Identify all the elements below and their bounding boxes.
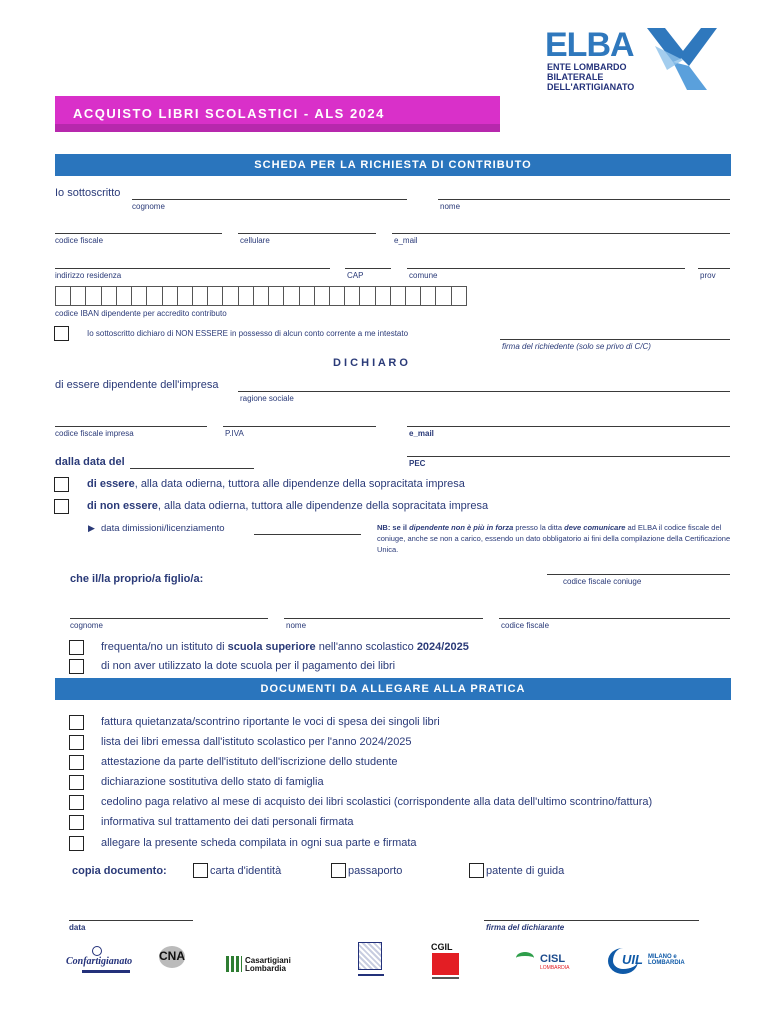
confartigianato-text: Confartigianato bbox=[66, 956, 133, 967]
figlio-cognome-field[interactable] bbox=[70, 618, 268, 619]
casartigiani-text: Casartigiani Lombardia bbox=[245, 956, 291, 973]
cisl-text: CISL bbox=[540, 953, 566, 965]
cellulare-label: cellulare bbox=[240, 236, 270, 245]
indirizzo-field[interactable] bbox=[55, 268, 330, 269]
firma-dichiarante-field[interactable] bbox=[484, 920, 699, 921]
dote-checkbox[interactable] bbox=[69, 659, 84, 674]
doc-checkbox-5[interactable] bbox=[69, 795, 84, 810]
doc-item-1: fattura quietanzata/scontrino riportante le voci di spesa dei singoli libri bbox=[101, 716, 440, 728]
di-essere-rest: , alla data odierna, tuttora alle dipendenze della sopracitata impresa bbox=[134, 478, 465, 490]
cisl-sub: LOMBARDIA bbox=[540, 965, 570, 971]
cgil-text: CGIL bbox=[431, 942, 453, 952]
frequenta-text bbox=[101, 641, 469, 653]
arrow-right-icon: ▶ bbox=[88, 523, 95, 533]
frequenta-a: frequenta/no un istituto di bbox=[101, 641, 228, 653]
data-field[interactable] bbox=[69, 920, 193, 921]
data-label: data bbox=[69, 923, 86, 932]
impresa-email-label: e_mail bbox=[409, 429, 434, 438]
codice-fiscale-label: codice fiscale bbox=[55, 236, 104, 245]
figlio-cf-field[interactable] bbox=[499, 618, 730, 619]
copia-documento-label: copia documento: bbox=[72, 865, 167, 877]
cgil-red-block bbox=[432, 953, 459, 975]
elba-logo bbox=[545, 26, 745, 98]
title-banner bbox=[55, 96, 500, 132]
frequenta-checkbox[interactable] bbox=[69, 640, 84, 655]
figlio-title: che il/la proprio/a figlio/a: bbox=[70, 573, 204, 585]
nb-em-2: deve comunicare bbox=[564, 523, 626, 532]
coat-of-arms-stripe bbox=[358, 974, 384, 976]
non-essere-checkbox[interactable] bbox=[54, 326, 69, 341]
dichiaro-title: D I C H I A R O bbox=[333, 357, 408, 369]
firma-richiedente-label: firma del richiedente (solo se privo di C/C) bbox=[502, 342, 651, 351]
confartigianato-stripe bbox=[82, 970, 130, 973]
di-non-essere-bold: di non essere bbox=[87, 500, 158, 512]
cf-impresa-label: codice fiscale impresa bbox=[55, 429, 134, 438]
iban-grid[interactable] bbox=[55, 286, 467, 306]
piva-label: P.IVA bbox=[225, 429, 244, 438]
frequenta-c: nell'anno scolastico bbox=[315, 641, 417, 653]
passaporto-label: passaporto bbox=[348, 865, 403, 877]
piva-field[interactable] bbox=[223, 426, 376, 427]
di-essere-text bbox=[87, 478, 465, 490]
nome-field[interactable] bbox=[438, 199, 730, 200]
comune-label: comune bbox=[409, 271, 438, 280]
nb-rest: ad ELBA il codice fiscale del coniuge, anche se non a carico, essendo un dato obbligatorio ai fini della compilazione della Certificazione Unica. bbox=[377, 523, 731, 554]
doc-item-2: lista dei libri emessa dall'istituto scolastico per l'anno 2024/2025 bbox=[101, 736, 412, 748]
coat-of-arms-icon bbox=[358, 942, 382, 970]
nome-label: nome bbox=[440, 202, 461, 211]
cna-text: CNA bbox=[159, 949, 185, 963]
cgil-logo bbox=[431, 942, 461, 980]
cna-logo bbox=[155, 944, 191, 978]
di-non-essere-rest: , alla data odierna, tuttora alle dipendenze della sopracitata impresa bbox=[157, 500, 489, 512]
email-label: e_mail bbox=[394, 236, 418, 245]
cf-coniuge-field[interactable] bbox=[547, 574, 730, 575]
elba-logo-sub-2: BILATERALE bbox=[547, 72, 604, 82]
doc-checkbox-4[interactable] bbox=[69, 775, 84, 790]
elba-x-icon bbox=[643, 26, 723, 92]
patente-checkbox[interactable] bbox=[469, 863, 484, 878]
casartigiani-grid-icon bbox=[226, 956, 242, 972]
cf-impresa-field[interactable] bbox=[55, 426, 207, 427]
carta-identita-label: carta d'identità bbox=[210, 865, 282, 877]
doc-checkbox-3[interactable] bbox=[69, 755, 84, 770]
firma-dichiarante-label: firma del dichiarante bbox=[486, 923, 565, 932]
io-sottoscritto-label: Io sottoscritto bbox=[55, 187, 121, 199]
figlio-cognome-label: cognome bbox=[70, 621, 103, 630]
cisl-arc-icon bbox=[516, 952, 534, 964]
cellulare-field[interactable] bbox=[238, 233, 376, 234]
ragione-sociale-label: ragione sociale bbox=[240, 394, 294, 403]
dimissioni-label: data dimissioni/licenziamento bbox=[101, 523, 225, 534]
dimissioni-field[interactable] bbox=[254, 534, 361, 535]
di-non-essere-text bbox=[87, 500, 488, 512]
nb-note bbox=[377, 522, 733, 555]
dote-text: di non aver utilizzato la dote scuola per il pagamento dei libri bbox=[101, 660, 396, 672]
di-essere-bold: di essere bbox=[87, 478, 135, 490]
doc-item-3: attestazione da parte dell'istituto dell'iscrizione dello studente bbox=[101, 756, 398, 768]
doc-item-4: dichiarazione sostitutiva dello stato di famiglia bbox=[101, 776, 324, 788]
section-bar-scheda: SCHEDA PER LA RICHIESTA DI CONTRIBUTO bbox=[55, 154, 731, 176]
passaporto-checkbox[interactable] bbox=[331, 863, 346, 878]
doc-checkbox-2[interactable] bbox=[69, 735, 84, 750]
casartigiani-logo bbox=[226, 956, 306, 976]
cap-label: CAP bbox=[347, 271, 364, 280]
confartigianato-logo bbox=[66, 950, 134, 974]
figlio-nome-label: nome bbox=[286, 621, 307, 630]
cognome-label: cognome bbox=[132, 202, 165, 211]
figlio-nome-field[interactable] bbox=[284, 618, 483, 619]
uil-logo bbox=[608, 946, 712, 976]
pec-field[interactable] bbox=[407, 456, 730, 457]
nb-prefix: NB: se il bbox=[377, 523, 410, 532]
coat-of-arms-logo bbox=[358, 942, 384, 980]
uil-text: UIL bbox=[622, 952, 643, 967]
iban-label: codice IBAN dipendente per accredito contributo bbox=[55, 309, 227, 318]
carta-identita-checkbox[interactable] bbox=[193, 863, 208, 878]
firma-richiedente-field[interactable] bbox=[500, 339, 730, 340]
cognome-field[interactable] bbox=[132, 199, 407, 200]
elba-logo-text: ELBA bbox=[545, 26, 634, 64]
confartigianato-emblem-icon bbox=[92, 946, 102, 956]
prov-field[interactable] bbox=[698, 268, 730, 269]
uil-sub: MILANO e LOMBARDIA bbox=[648, 954, 685, 966]
title-banner-shade bbox=[55, 124, 500, 132]
dalla-data-field[interactable] bbox=[130, 468, 254, 469]
doc-checkbox-6[interactable] bbox=[69, 815, 84, 830]
nb-mid: presso la ditta bbox=[513, 523, 565, 532]
indirizzo-label: indirizzo residenza bbox=[55, 271, 122, 280]
dipendente-label: di essere dipendente dell'impresa bbox=[55, 379, 219, 391]
cisl-logo bbox=[516, 952, 576, 974]
email-field[interactable] bbox=[392, 233, 730, 234]
non-essere-text: Io sottoscritto dichiaro di NON ESSERE in possesso di alcun conto corrente a me intestato bbox=[87, 329, 409, 338]
frequenta-d: 2024/2025 bbox=[416, 641, 469, 653]
dalla-data-label: dalla data del bbox=[55, 456, 125, 468]
pec-label: PEC bbox=[409, 459, 426, 468]
comune-field[interactable] bbox=[407, 268, 685, 269]
doc-item-7: allegare la presente scheda compilata in ogni sua parte e firmata bbox=[101, 837, 417, 849]
elba-logo-sub-3: DELL'ARTIGIANATO bbox=[547, 82, 635, 92]
frequenta-b: scuola superiore bbox=[227, 641, 316, 653]
page-title: ACQUISTO LIBRI SCOLASTICI - ALS 2024 bbox=[73, 106, 385, 121]
di-essere-checkbox[interactable] bbox=[54, 477, 69, 492]
section-bar-documenti: DOCUMENTI DA ALLEGARE ALLA PRATICA bbox=[55, 678, 731, 700]
impresa-email-field[interactable] bbox=[407, 426, 730, 427]
prov-label: prov bbox=[700, 271, 716, 280]
patente-label: patente di guida bbox=[486, 865, 565, 877]
di-non-essere-checkbox[interactable] bbox=[54, 499, 69, 514]
doc-checkbox-1[interactable] bbox=[69, 715, 84, 730]
codice-fiscale-field[interactable] bbox=[55, 233, 222, 234]
doc-item-6: informativa sul trattamento dei dati personali firmata bbox=[101, 816, 354, 828]
nb-em-1: dipendente non è più in forza bbox=[409, 523, 514, 532]
doc-checkbox-7[interactable] bbox=[69, 836, 84, 851]
doc-item-5: cedolino paga relativo al mese di acquisto dei libri scolastici (corrispondente alla data dell'ultimo scontrino/fattura) bbox=[101, 796, 653, 808]
elba-logo-sub-1: ENTE LOMBARDO bbox=[547, 62, 627, 72]
cgil-stripe bbox=[432, 977, 459, 979]
cf-coniuge-label: codice fiscale coniuge bbox=[563, 577, 642, 586]
cap-field[interactable] bbox=[345, 268, 391, 269]
ragione-sociale-field[interactable] bbox=[238, 391, 730, 392]
figlio-cf-label: codice fiscale bbox=[501, 621, 550, 630]
